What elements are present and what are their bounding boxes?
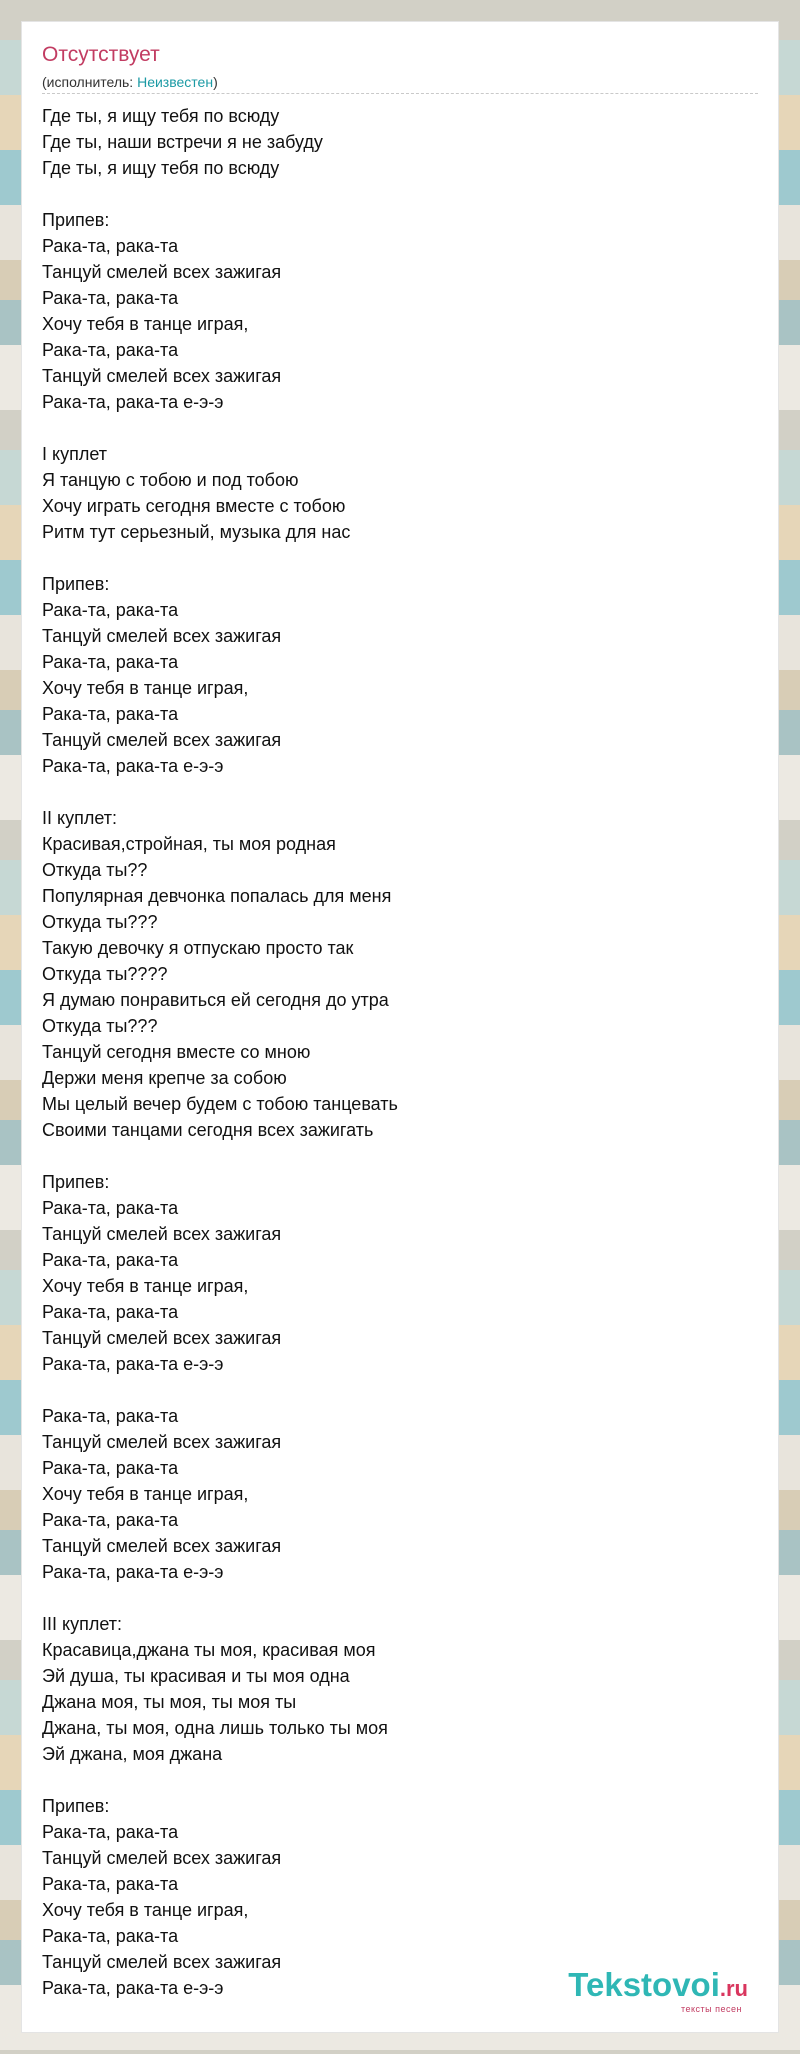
- lyric-line: Откуда ты??: [42, 860, 148, 880]
- blank-line: [42, 181, 742, 207]
- song-title: Отсутствует: [42, 43, 160, 66]
- lyric-line: Рака-та, рака-та: [42, 1874, 179, 1894]
- blank-line: [42, 415, 742, 441]
- lyric-line: Я думаю понравиться ей сегодня до утра: [42, 990, 389, 1010]
- lyric-line: Где ты, наши встречи я не забуду: [42, 132, 323, 152]
- lyric-line: Такую девочку я отпускаю просто так: [42, 938, 354, 958]
- lyric-line: Танцуй смелей всех зажигая: [42, 262, 282, 282]
- lyric-line: Рака-та, рака-та: [42, 1406, 179, 1426]
- lyric-line: Держи меня крепче за собою: [42, 1068, 287, 1088]
- lyric-line: Хочу играть сегодня вместе с тобою: [42, 496, 346, 516]
- lyric-line: Танцуй смелей всех зажигая: [42, 1536, 282, 1556]
- lyric-line: Мы целый вечер будем с тобою танцевать: [42, 1094, 398, 1114]
- lyric-line: Рака-та, рака-та: [42, 600, 179, 620]
- lyric-line: Откуда ты????: [42, 964, 168, 984]
- artist-link[interactable]: Неизвестен: [137, 74, 214, 90]
- lyric-line: Танцуй смелей всех зажигая: [42, 626, 282, 646]
- lyric-line: Рака-та, рака-та: [42, 1510, 179, 1530]
- lyric-line: Рака-та, рака-та: [42, 340, 179, 360]
- lyric-line: Откуда ты???: [42, 1016, 158, 1036]
- lyric-line: II куплет:: [42, 808, 117, 828]
- logo-wordmark: [568, 1968, 748, 2006]
- lyric-line: Припев:: [42, 574, 110, 594]
- lyric-line: Хочу тебя в танце играя,: [42, 678, 249, 698]
- lyric-line: Рака-та, рака-та е-э-э: [42, 756, 224, 776]
- lyric-line: Я танцую с тобою и под тобою: [42, 470, 299, 490]
- header-divider: [42, 93, 758, 94]
- blank-line: [42, 779, 742, 805]
- artist-line: [42, 73, 218, 91]
- lyric-line: Где ты, я ищу тебя по всюду: [42, 106, 280, 126]
- logo-tagline: тексты песен: [680, 2004, 742, 2014]
- lyric-line: Рака-та, рака-та е-э-э: [42, 1354, 224, 1374]
- lyric-line: Красивая,стройная, ты моя родная: [42, 834, 336, 854]
- lyric-line: Где ты, я ищу тебя по всюду: [42, 158, 280, 178]
- lyric-line: Рака-та, рака-та: [42, 1198, 179, 1218]
- blank-line: [42, 1585, 742, 1611]
- lyric-line: Рака-та, рака-та: [42, 1926, 179, 1946]
- lyric-line: Припев:: [42, 210, 110, 230]
- lyrics-card: [22, 22, 778, 2032]
- lyric-line: Рака-та, рака-та: [42, 704, 179, 724]
- lyric-line: Рака-та, рака-та: [42, 1822, 179, 1842]
- lyric-line: Хочу тебя в танце играя,: [42, 314, 249, 334]
- lyric-line: Танцуй смелей всех зажигая: [42, 1224, 282, 1244]
- lyrics-text: [42, 103, 742, 2001]
- lyric-line: Рака-та, рака-та е-э-э: [42, 1562, 224, 1582]
- logo-suffix: .ru: [719, 1976, 748, 2001]
- lyric-line: Эй душа, ты красивая и ты моя одна: [42, 1666, 350, 1686]
- lyric-line: Рака-та, рака-та: [42, 236, 179, 256]
- blank-line: [42, 1143, 742, 1169]
- lyric-line: Рака-та, рака-та е-э-э: [42, 392, 224, 412]
- lyric-line: Рака-та, рака-та е-э-э: [42, 1978, 224, 1998]
- lyric-line: Танцуй смелей всех зажигая: [42, 1328, 282, 1348]
- lyric-line: Рака-та, рака-та: [42, 1302, 179, 1322]
- lyric-line: Танцуй смелей всех зажигая: [42, 1432, 282, 1452]
- lyric-line: Танцуй смелей всех зажигая: [42, 1848, 282, 1868]
- logo-name: Tekstovoi: [568, 1966, 720, 2003]
- lyric-line: I куплет: [42, 444, 107, 464]
- lyric-line: Ритм тут серьезный, музыка для нас: [42, 522, 351, 542]
- artist-suffix: ): [213, 74, 218, 90]
- artist-prefix: (исполнитель:: [42, 74, 138, 90]
- lyric-line: Танцуй смелей всех зажигая: [42, 1952, 282, 1972]
- lyric-line: Рака-та, рака-та: [42, 288, 179, 308]
- blank-line: [42, 545, 742, 571]
- lyric-line: Рака-та, рака-та: [42, 1250, 179, 1270]
- lyric-line: Красавица,джана ты моя, красивая моя: [42, 1640, 376, 1660]
- lyric-line: Танцуй смелей всех зажигая: [42, 730, 282, 750]
- lyric-line: Эй джана, моя джана: [42, 1744, 223, 1764]
- lyric-line: Откуда ты???: [42, 912, 158, 932]
- lyric-line: III куплет:: [42, 1614, 122, 1634]
- blank-line: [42, 1767, 742, 1793]
- lyric-line: Танцуй смелей всех зажигая: [42, 366, 282, 386]
- blank-line: [42, 1377, 742, 1403]
- lyric-line: Хочу тебя в танце играя,: [42, 1276, 249, 1296]
- lyric-line: Припев:: [42, 1172, 110, 1192]
- lyric-line: Своими танцами сегодня всех зажигать: [42, 1120, 374, 1140]
- lyric-line: Танцуй сегодня вместе со мною: [42, 1042, 311, 1062]
- lyric-line: Джана моя, ты моя, ты моя ты: [42, 1692, 297, 1712]
- lyric-line: Рака-та, рака-та: [42, 652, 179, 672]
- lyric-line: Хочу тебя в танце играя,: [42, 1484, 249, 1504]
- site-logo[interactable]: [568, 1968, 748, 2014]
- lyric-line: Припев:: [42, 1796, 110, 1816]
- lyric-line: Хочу тебя в танце играя,: [42, 1900, 249, 1920]
- lyric-line: Рака-та, рака-та: [42, 1458, 179, 1478]
- lyric-line: Джана, ты моя, одна лишь только ты моя: [42, 1718, 388, 1738]
- lyric-line: Популярная девчонка попалась для меня: [42, 886, 392, 906]
